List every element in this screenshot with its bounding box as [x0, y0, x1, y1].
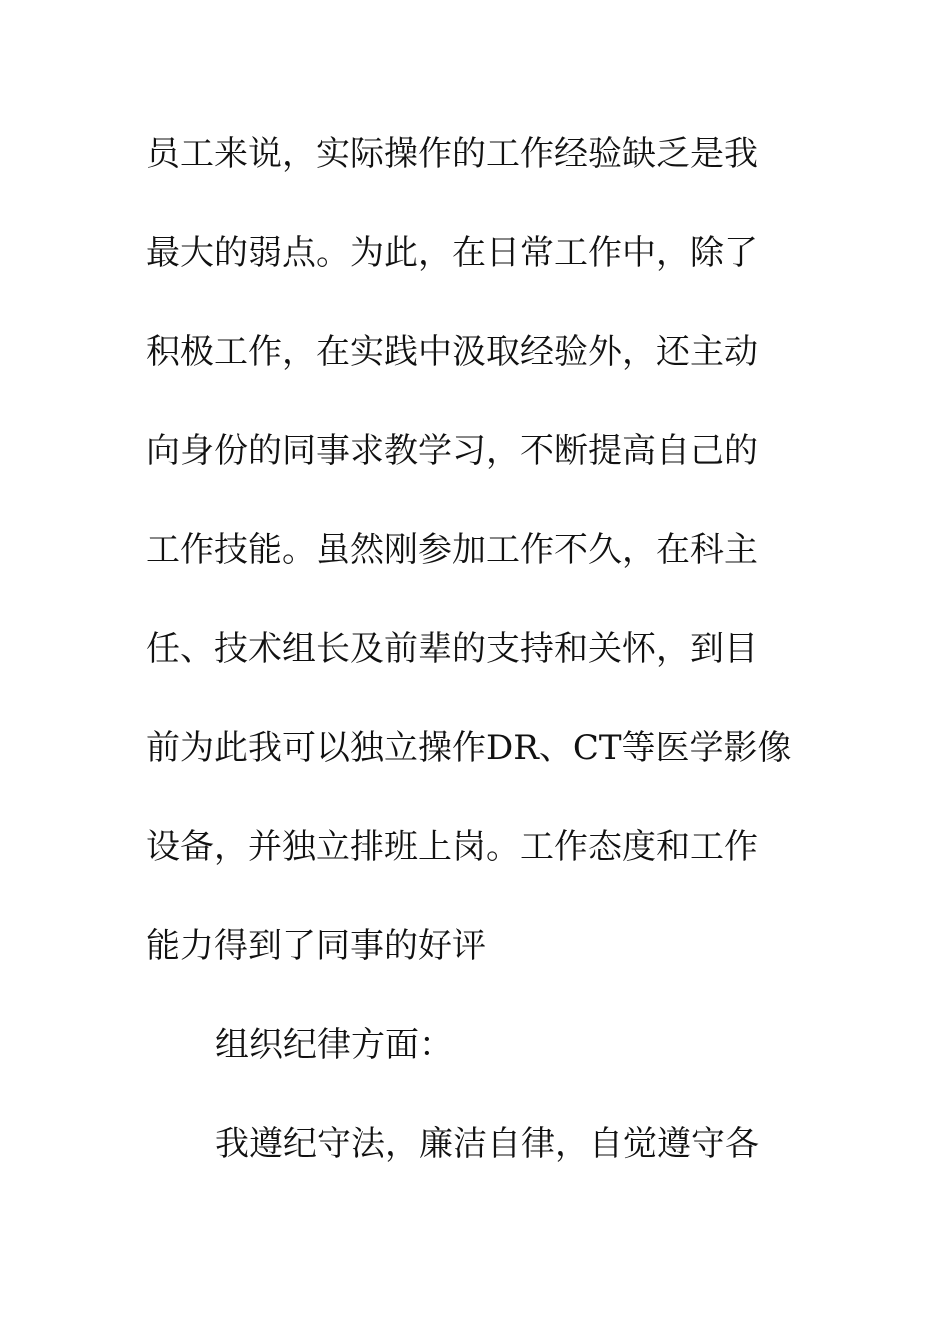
text-line: 最大的弱点。为此，在日常工作中，除了 [146, 233, 758, 273]
text-line: 积极工作，在实践中汲取经验外，还主动 [146, 332, 758, 372]
section-heading: 组织纪律方面： [215, 1025, 453, 1065]
text-line: 工作技能。虽然刚参加工作不久，在科主 [146, 530, 758, 570]
paragraph-start: 我遵纪守法，廉洁自律，自觉遵守各 [215, 1124, 759, 1164]
text-line: 任、技术组长及前辈的支持和关怀，到目 [146, 629, 758, 669]
text-line: 员工来说，实际操作的工作经验缺乏是我 [146, 134, 758, 174]
text-line: 能力得到了同事的好评 [146, 926, 486, 966]
text-line: 设备，并独立排班上岗。工作态度和工作 [146, 827, 758, 867]
body-text [146, 128, 806, 1217]
text-line: 前为此我可以独立操作DR、CT等医学影像 [146, 728, 792, 768]
text-line: 向身份的同事求教学习，不断提高自己的 [146, 431, 758, 471]
